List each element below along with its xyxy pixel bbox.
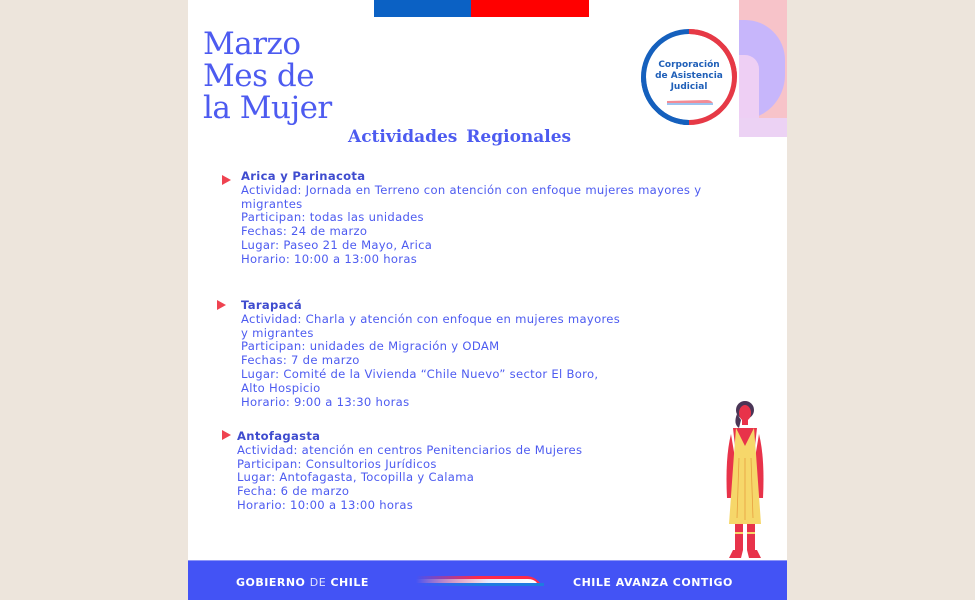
region-detail: Horario: 10:00 a 13:00 horas bbox=[237, 497, 414, 512]
region-detail: Alto Hospicio bbox=[241, 380, 321, 395]
footer-gobierno-label bbox=[236, 576, 369, 589]
region-detail: Actividad: atención en centros Penitenciarios de Mujeres bbox=[237, 442, 583, 457]
region-detail: Participan: Consultorios Jurídicos bbox=[237, 456, 437, 471]
region-detail: Lugar: Paseo 21 de Mayo, Arica bbox=[241, 237, 433, 252]
logo-text-line: de Asistencia bbox=[655, 71, 723, 81]
woman-illustration-icon bbox=[715, 398, 775, 560]
region-detail: Fechas: 24 de marzo bbox=[241, 224, 368, 239]
cajud-logo bbox=[641, 29, 737, 125]
region-detail: Actividad: Jornada en Terreno con atención con enfoque mujeres mayores y bbox=[241, 182, 702, 197]
flag-blue-segment bbox=[374, 0, 471, 17]
region-block-arica bbox=[241, 170, 701, 267]
region-detail: Participan: unidades de Migración y ODAM bbox=[241, 339, 500, 354]
footer-text: DE bbox=[309, 576, 327, 589]
flag-red-segment bbox=[471, 0, 589, 17]
region-detail: Participan: todas las unidades bbox=[241, 210, 424, 225]
page-title bbox=[203, 28, 332, 124]
region-name: Antofagasta bbox=[237, 429, 321, 443]
logo-swoosh-icon bbox=[667, 99, 713, 105]
logo-text-line: Corporación bbox=[658, 60, 720, 70]
region-detail: Lugar: Antofagasta, Tocopilla y Calama bbox=[237, 470, 475, 485]
title-line: la Mujer bbox=[203, 90, 332, 126]
region-detail: Fecha: 6 de marzo bbox=[237, 484, 350, 499]
footer-text: CHILE bbox=[326, 576, 369, 589]
footer-slogan: CHILE AVANZA CONTIGO bbox=[573, 576, 733, 589]
region-name: Arica y Parinacota bbox=[241, 169, 366, 183]
region-detail: migrantes bbox=[241, 196, 303, 211]
decorative-blob bbox=[739, 118, 787, 137]
footer-text: GOBIERNO bbox=[236, 576, 310, 589]
title-line: Mes de bbox=[203, 58, 315, 94]
title-line: Marzo bbox=[203, 26, 301, 62]
chile-flag-bar bbox=[374, 0, 589, 17]
bullet-arrow-icon bbox=[217, 300, 226, 310]
region-detail: y migrantes bbox=[241, 325, 314, 340]
page-subtitle: Actividades Regionales bbox=[348, 127, 572, 147]
region-detail: Lugar: Comité de la Vivienda “Chile Nuevo” sector El Boro, bbox=[241, 366, 599, 381]
region-detail: Horario: 10:00 a 13:00 horas bbox=[241, 251, 418, 266]
region-detail: Actividad: Charla y atención con enfoque en mujeres mayores bbox=[241, 311, 621, 326]
flyer-page bbox=[188, 0, 787, 600]
region-block-antofagasta bbox=[237, 430, 582, 513]
decorative-shapes bbox=[739, 0, 787, 137]
region-detail: Horario: 9:00 a 13:30 horas bbox=[241, 394, 410, 409]
region-detail: Fechas: 7 de marzo bbox=[241, 353, 360, 368]
footer-bar bbox=[188, 560, 787, 600]
logo-text bbox=[641, 60, 737, 93]
region-block-tarapaca bbox=[241, 299, 620, 409]
bullet-arrow-icon bbox=[222, 175, 231, 185]
chile-stripe-icon bbox=[416, 575, 544, 587]
bullet-arrow-icon bbox=[222, 430, 231, 440]
logo-text-line: Judicial bbox=[670, 82, 708, 92]
region-name: Tarapacá bbox=[241, 298, 302, 312]
